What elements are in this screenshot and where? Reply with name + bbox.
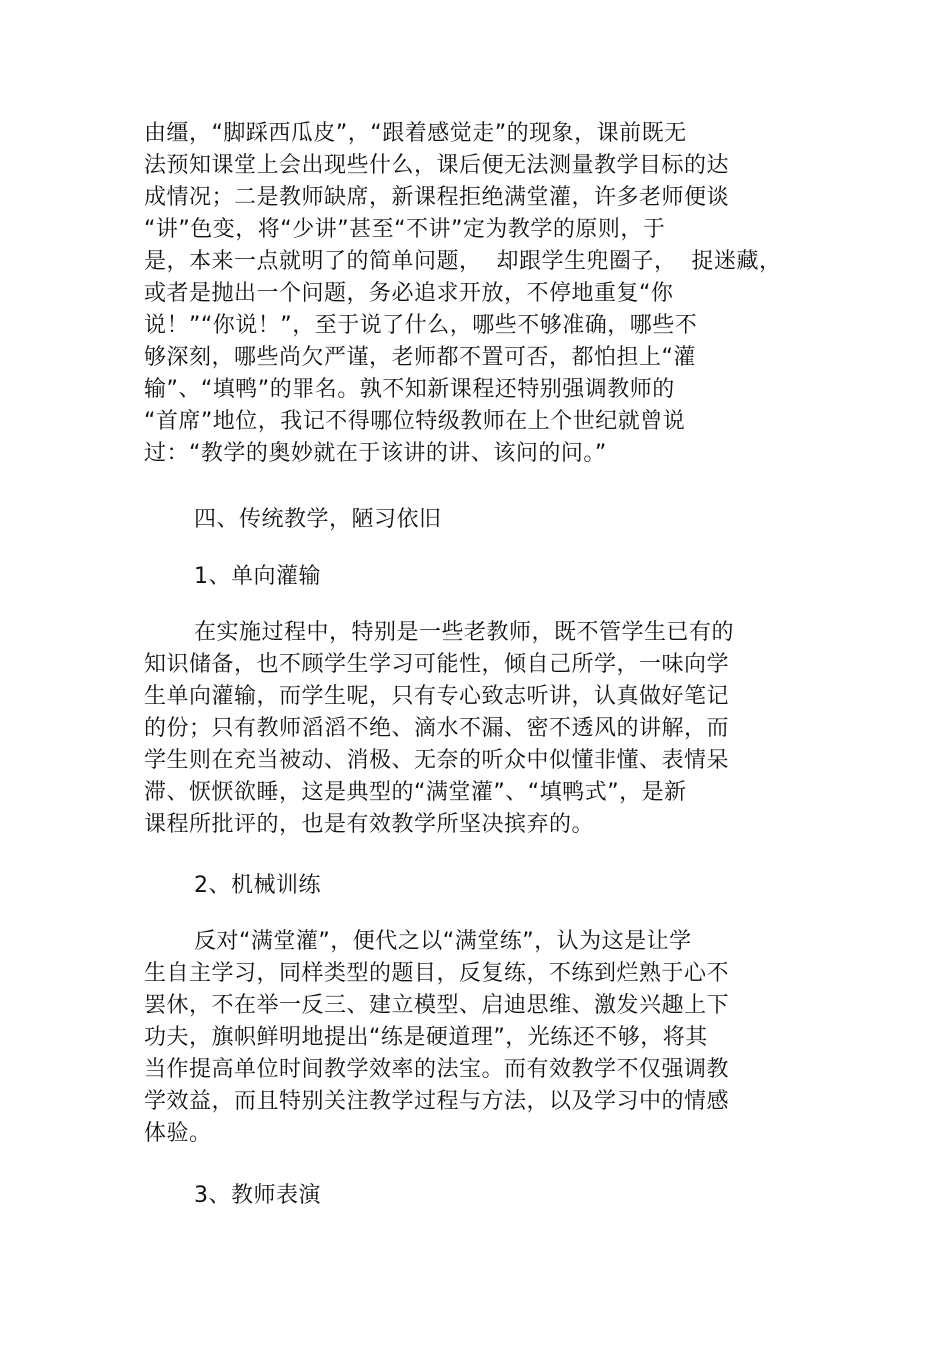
paragraph-one-way-instruction bbox=[144, 617, 804, 841]
text-line: 反对“满堂灌”，便代之以“满堂练”，认为这是让学 bbox=[194, 929, 692, 954]
text-line: 成情况；二是教师缺席，新课程拒绝满堂灌，许多老师便谈 bbox=[144, 185, 730, 210]
subheading-text: 1、单向灌输 bbox=[194, 564, 321, 589]
text-line: 体验。 bbox=[144, 1121, 212, 1146]
text-line: 法预知课堂上会出现些什么，课后便无法测量教学目标的达 bbox=[144, 153, 730, 178]
section-heading bbox=[144, 504, 804, 536]
paragraph-continuation bbox=[144, 118, 804, 470]
text-line: 是，本来一点就明了的简单问题， 却跟学生兜圈子， 捉迷藏， bbox=[144, 249, 782, 274]
subheading-3 bbox=[144, 1180, 804, 1212]
subheading-text: 2、机械训练 bbox=[194, 873, 321, 898]
text-line: 在实施过程中，特别是一些老教师，既不管学生已有的 bbox=[194, 620, 735, 645]
subheading-1 bbox=[144, 561, 804, 593]
text-line: 罢休，不在举一反三、建立模型、启迪思维、激发兴趣上下 bbox=[144, 993, 730, 1018]
text-line: 或者是抛出一个问题，务必追求开放，不停地重复“你 bbox=[144, 281, 674, 306]
text-line: 过：“教学的奥妙就在于该讲的讲、该问的问。” bbox=[144, 441, 607, 466]
subheading-2 bbox=[144, 870, 804, 902]
text-line: 当作提高单位时间教学效率的法宝。而有效教学不仅强调教 bbox=[144, 1057, 730, 1082]
text-line: 生自主学习，同样类型的题目，反复练，不练到烂熟于心不 bbox=[144, 961, 730, 986]
text-line: “首席”地位，我记不得哪位特级教师在上个世纪就曾说 bbox=[144, 409, 686, 434]
section-heading-text: 四、传统教学，陋习依旧 bbox=[194, 507, 442, 532]
text-line: 学效益，而且特别关注教学过程与方法，以及学习中的情感 bbox=[144, 1089, 730, 1114]
text-line: 输”、“填鸭”的罪名。孰不知新课程还特别强调教师的 bbox=[144, 377, 675, 402]
text-line: 学生则在充当被动、消极、无奈的听众中似懂非懂、表情呆 bbox=[144, 748, 730, 773]
text-line: 功夫，旗帜鲜明地提出“练是硬道理”，光练还不够，将其 bbox=[144, 1025, 708, 1050]
paragraph-mechanical-training bbox=[144, 926, 804, 1150]
text-line: 知识储备，也不顾学生学习可能性，倾自己所学，一味向学 bbox=[144, 652, 730, 677]
subheading-text: 3、教师表演 bbox=[194, 1183, 321, 1208]
text-line: 够深刻，哪些尚欠严谨，老师都不置可否，都怕担上“灌 bbox=[144, 345, 696, 370]
text-line: “讲”色变，将“少讲”甚至“不讲”定为教学的原则，于 bbox=[144, 217, 666, 242]
text-line: 说！”“你说！”，至于说了什么，哪些不够准确，哪些不 bbox=[144, 313, 698, 338]
text-line: 生单向灌输，而学生呢，只有专心致志听讲，认真做好笔记 bbox=[144, 684, 730, 709]
text-line: 的份；只有教师滔滔不绝、滴水不漏、密不透风的讲解，而 bbox=[144, 716, 730, 741]
text-line: 滞、恹恹欲睡，这是典型的“满堂灌”、“填鸭式”，是新 bbox=[144, 780, 687, 805]
text-line: 课程所批评的，也是有效教学所坚决摈弃的。 bbox=[144, 812, 595, 837]
text-line: 由缰，“脚踩西瓜皮”，“跟着感觉走”的现象，课前既无 bbox=[144, 121, 687, 146]
